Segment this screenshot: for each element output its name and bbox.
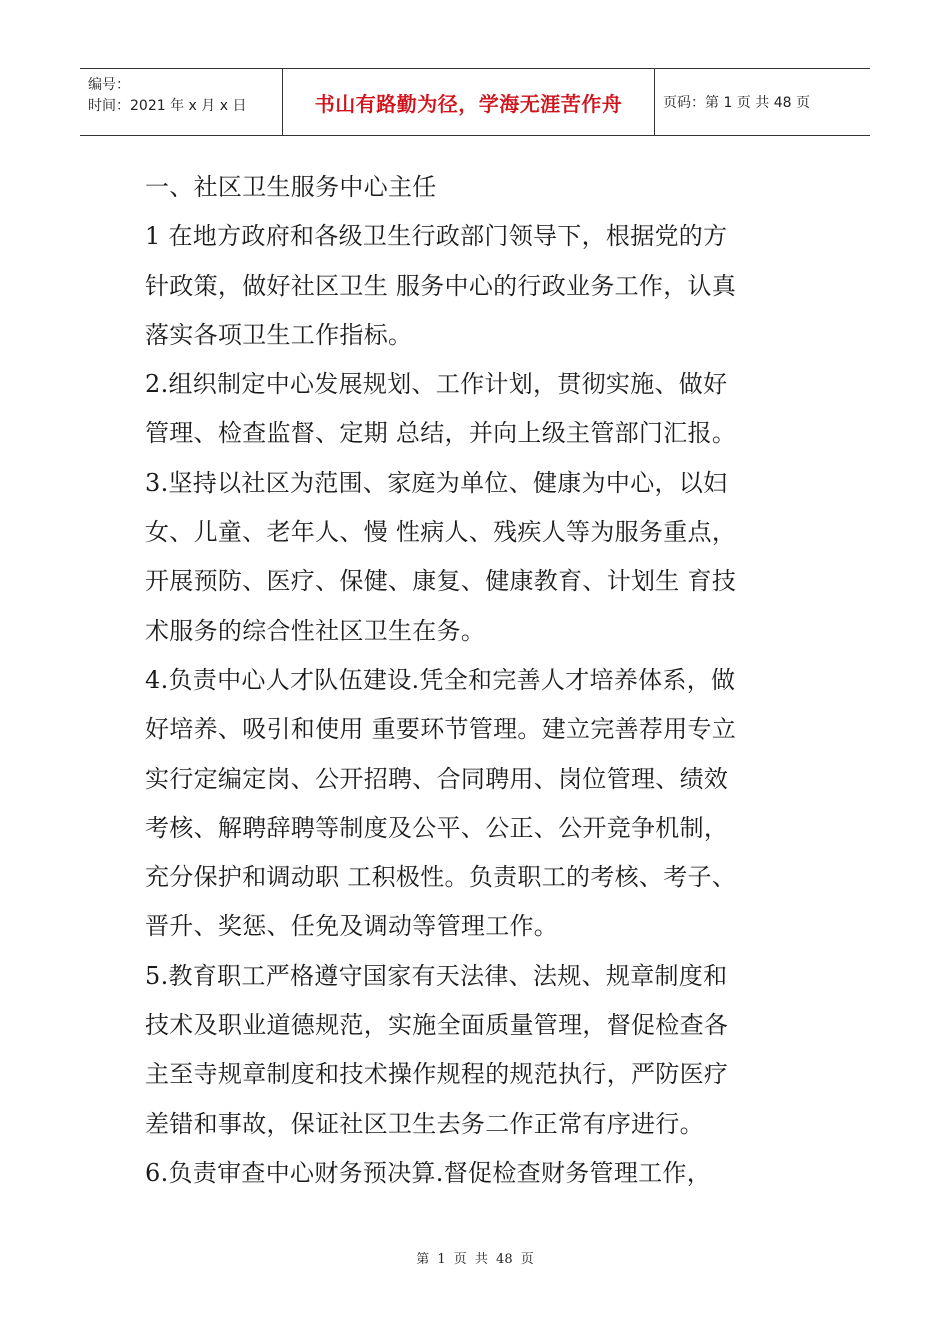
body-line: 考核、解聘辞聘等制度及公平、公正、公开竞争机制， <box>145 813 729 842</box>
header-page-info-cell <box>655 69 870 135</box>
header-motto: 书山有路勤为径，学海无涯苦作舟 <box>314 91 623 116</box>
body-line: 1 在地方政府和各级卫生行政部门领导下，根据党的方 <box>145 222 728 251</box>
body-line: 差错和事故，保证社区卫生去务二作正常有序进行。 <box>145 1109 704 1138</box>
body-line: 管理、检查监督、定期 总结，并向上级主管部门汇报。 <box>145 419 737 448</box>
body-line: 针政策，做好社区卫生 服务中心的行政业务工作，认真 <box>145 271 737 300</box>
header-meta <box>80 69 283 135</box>
body-line: 技术及职业道德规范，实施全面质量管理，督促检查各 <box>145 1011 729 1040</box>
body-line: 充分保护和调动职 工积极性。负责职工的考核、考子、 <box>145 863 737 892</box>
body-line: 术服务的综合性社区卫生在务。 <box>145 616 486 645</box>
body-line: 6.负责审查中心财务预决算.督促检查财务管理工作， <box>145 1158 712 1187</box>
document-body <box>145 163 785 1198</box>
body-line: 5.教育职工严格遵守国家有天法律、法规、规章制度和 <box>145 961 728 990</box>
header-motto-cell <box>283 69 655 135</box>
body-line: 晋升、奖惩、任免及调动等管理工作。 <box>145 912 559 941</box>
body-line: 主至寺规章制度和技术操作规程的规范执行，严防医疗 <box>145 1060 729 1089</box>
page-footer: 第 1 页 共 48 页 <box>416 1252 534 1267</box>
body-line: 好培养、吸引和使用 重要环节管理。建立完善荐用专立 <box>145 715 737 744</box>
body-line: 开展预防、医疗、保健、康复、健康教育、计划生 育技 <box>145 567 737 596</box>
body-line: 落实各项卫生工作指标。 <box>145 320 413 349</box>
document-number-label: 编号： <box>88 77 130 93</box>
body-line: 实行定编定岗、公开招聘、合同聘用、岗位管理、绩效 <box>145 764 729 793</box>
body-line: 2.组织制定中心发展规划、工作计划，贯彻实施、做好 <box>145 370 728 399</box>
header-page-info: 页码：第 1 页 共 48 页 <box>663 95 810 111</box>
document-header <box>80 68 870 136</box>
section-heading: 一、社区卫生服务中心主任 <box>145 173 437 201</box>
body-line: 4.负责中心人才队伍建设.凭全和完善人才培养体系，做 <box>145 665 736 694</box>
document-date: 时间：2021 年 x 月 x 日 <box>88 98 247 114</box>
body-line: 女、儿童、老年人、慢 性病人、残疾人等为服务重点， <box>145 518 737 547</box>
body-line: 3.坚持以社区为范围、家庭为单位、健康为中心，以妇 <box>145 468 728 497</box>
